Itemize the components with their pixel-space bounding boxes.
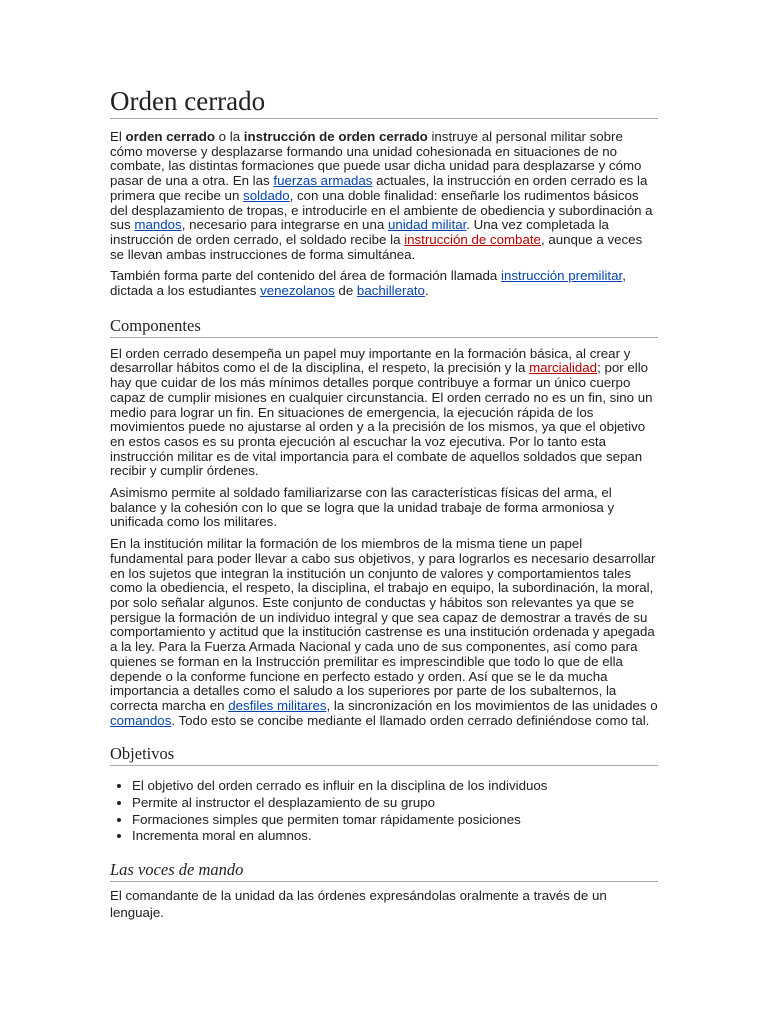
section-heading-objetivos: Objetivos [110,744,658,766]
link-soldado[interactable]: soldado [243,187,290,203]
list-item: • Incrementa moral en alumnos. [132,828,658,845]
text-run: actuales, la instrucción en orden cerrado es la primera que recibe un [110,173,648,203]
text-run: . Una vez completada la instrucción de orden cerrado, el soldado recibe la [110,217,609,247]
text-run: instruye al personal militar sobre cómo moverse y desplazarse formando una unidad cohesionada en situaciones de no combate, las distintas formaciones que puede usar dicha unidad para desplazarse y cómo pasar de una a otra. En las [110,129,642,189]
list-item: • Permite al instructor el desplazamiento de su grupo [132,795,658,812]
link-comandos[interactable]: comandos [110,712,172,728]
intro-paragraph-2 [110,269,658,298]
text-run: , aunque a veces se llevan ambas instrucciones de forma simultánea. [110,231,643,262]
article [110,0,658,921]
intro-paragraph-1 [110,130,658,262]
link-desfiles-militares[interactable]: desfiles militares [228,697,327,713]
link-instruccion-premilitar[interactable]: instrucción premilitar [501,268,623,284]
text-run: En la institución militar la formación de los miembros de la misma tiene un papel fundamental para poder llevar a cabo sus objetivos, y para lograrlos es necesario desarrollar en los sujetos que integran la institución un conjunto de valores y comportamientos tales como la obediencia, el respeto, la disciplina, el trabajo en equipo, la subordinación, la moral, por solo señalar algunos. Este conjunto de conductas y hábitos son relevantes ya que se persigue la formación de un individuo integral y que sea capaz de demostrar a través de su comportamiento y actitud que la institución castrense es una institución ordenada y apegada a la ley. Para la Fuerza Armada Nacional y cada uno de sus componentes, así como para quienes se forman en la Instrucción premilitar es imprescindible que todo lo que de ella depende o la conforme funcione en perfecto estado y orden. Así que se le da mucha importancia a detalles como el saludo a los superiores por parte de los subalternos, la correcta marcha en [110,536,656,713]
bold-term: instrucción de orden cerrado [243,129,428,144]
subsection-heading-voces-de-mando: Las voces de mando [110,860,658,882]
list-item: • Formaciones simples que permiten tomar rápidamente posiciones [132,812,658,829]
text-run: . Todo esto se concibe mediante el llamado orden cerrado definiéndose como tal. [171,712,650,728]
text-run: . [424,283,429,299]
link-marcialidad[interactable]: marcialidad [529,360,598,376]
link-instruccion-de-combate[interactable]: instrucción de combate [404,231,541,247]
text-run: También forma parte del contenido del área de formación llamada [110,268,502,284]
page-title: Orden cerrado [110,86,658,119]
link-unidad-militar[interactable]: unidad militar [387,217,467,233]
link-mandos[interactable]: mandos [134,217,182,233]
objetivos-list [110,778,658,844]
text-run: , la sincronización en los movimientos de las unidades o [326,697,658,713]
link-fuerzas-armadas[interactable]: fuerzas armadas [273,173,373,189]
bold-term: orden cerrado [125,129,215,144]
text-run: , dictada a los estudiantes [110,268,626,299]
link-venezolanos[interactable]: venezolanos [260,283,335,299]
section-heading-componentes: Componentes [110,316,658,338]
text-run: , necesario para integrarse en una [181,217,388,233]
link-bachillerato[interactable]: bachillerato [356,283,425,299]
componentes-paragraph-2: Asimismo permite al soldado familiarizarse con las características físicas del arma, el balance y la cohesión con lo que se logra que la unidad trabaje de forma armoniosa y unificada como los militares. [110,485,615,530]
componentes-paragraph-1 [110,347,658,479]
text-run: o la [214,129,244,144]
text-run: ; por ello hay que cuidar de los más mínimos detalles porque contribuye a formar un único cuerpo capaz de cumplir misiones en cualquier circunstancia. El orden cerrado no es un fin, sino un medio para lograr un fin. En situaciones de emergencia, la ejecución rápida de los movimientos puede no ajustarse al orden y a la precisión de los mismos, ya que el objetivo en estos casos es su pronta ejecución al escuchar la voz ejecutiva. Por lo tanto esta instrucción militar es de vital importancia para el combate de aquellos soldados que sepan recibir y cumplir órdenes. [110,360,653,479]
list-item: • El objetivo del orden cerrado es influir en la disciplina de los individuos [132,778,658,795]
voces-paragraph-1: El comandante de la unidad da las órdenes expresándolas oralmente a través de un lenguaje. [110,887,607,920]
text-run: El orden cerrado desempeña un papel muy importante en la formación básica, al crear y desarrollar hábitos como el de la disciplina, el respeto, la precisión y la [110,345,631,376]
componentes-paragraph-3 [110,537,658,728]
text-run: de [334,283,357,299]
text-run: El [110,129,126,144]
text-run: , con una doble finalidad: enseñarle los rudimentos básicos del desplazamiento de tropas, e introducirle en el ambiente de obediencia y subordinación a sus [110,187,653,233]
